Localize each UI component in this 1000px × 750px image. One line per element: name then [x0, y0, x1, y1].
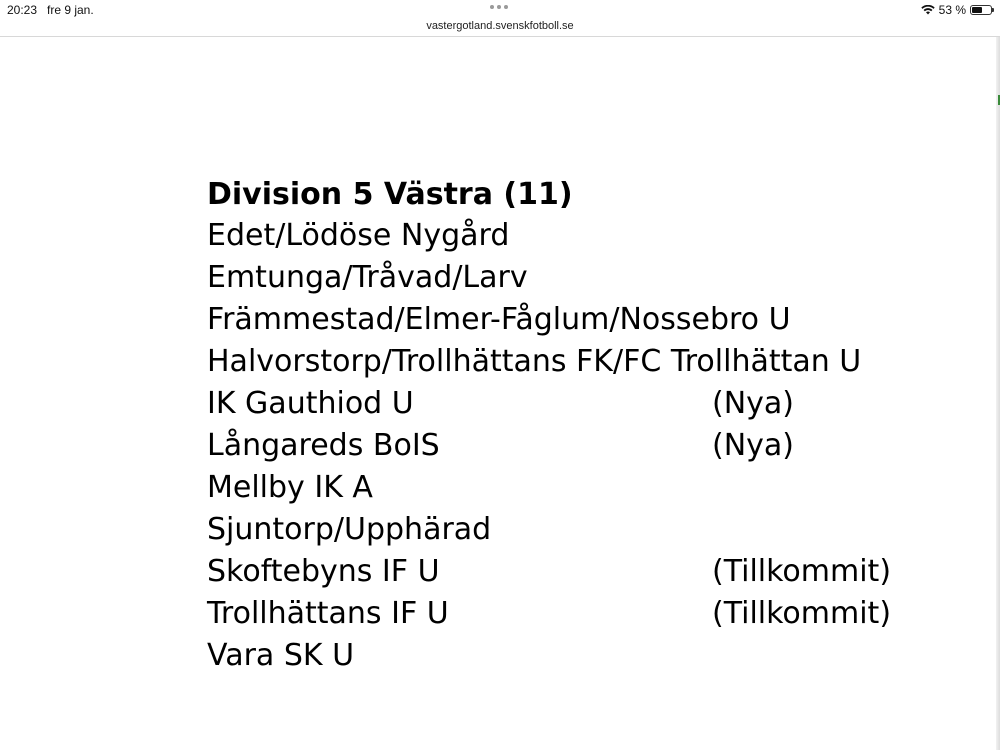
team-name: Främmestad/Elmer-Fåglum/Nossebro U: [207, 302, 791, 337]
status-date: fre 9 jan.: [47, 3, 94, 17]
team-row: [207, 257, 907, 299]
team-name: Vara SK U: [207, 638, 355, 673]
team-row: [207, 509, 907, 551]
team-name: Halvorstorp/Trollhättans FK/FC Trollhättan U: [207, 344, 862, 379]
team-row: [207, 593, 907, 635]
division-title: Division 5 Västra (11): [207, 177, 573, 212]
team-name: Långareds BoIS: [207, 428, 440, 463]
team-name: Trollhättans IF U: [207, 596, 449, 631]
team-row: [207, 341, 907, 383]
team-list: [207, 215, 907, 677]
multitasking-dots-icon[interactable]: [490, 5, 508, 9]
team-row: [207, 467, 907, 509]
team-row: [207, 215, 907, 257]
team-note: (Nya): [712, 386, 794, 421]
battery-icon: [970, 5, 992, 15]
team-name: Emtunga/Tråvad/Larv: [207, 260, 528, 295]
team-name: IK Gauthiod U: [207, 386, 414, 421]
team-row: [207, 635, 907, 677]
team-note: (Nya): [712, 428, 794, 463]
team-note: (Tillkommit): [712, 554, 892, 589]
status-indicators: [921, 3, 992, 17]
team-name: Edet/Lödöse Nygård: [207, 218, 510, 253]
team-name: Skoftebyns IF U: [207, 554, 440, 589]
team-name: Sjuntorp/Upphärad: [207, 512, 492, 547]
side-edge: [996, 37, 1000, 750]
wifi-icon: [921, 5, 935, 15]
status-time: 20:23: [7, 3, 38, 17]
team-row: [207, 551, 907, 593]
team-row: [207, 383, 907, 425]
url-text[interactable]: vastergotland.svenskfotboll.se: [426, 20, 574, 32]
battery-level-fill: [972, 7, 982, 13]
battery-percent: 53 %: [938, 3, 966, 17]
team-row: [207, 299, 907, 341]
team-name: Mellby IK A: [207, 470, 373, 505]
address-bar[interactable]: [0, 17, 1000, 37]
team-row: [207, 425, 907, 467]
team-note: (Tillkommit): [712, 596, 892, 631]
